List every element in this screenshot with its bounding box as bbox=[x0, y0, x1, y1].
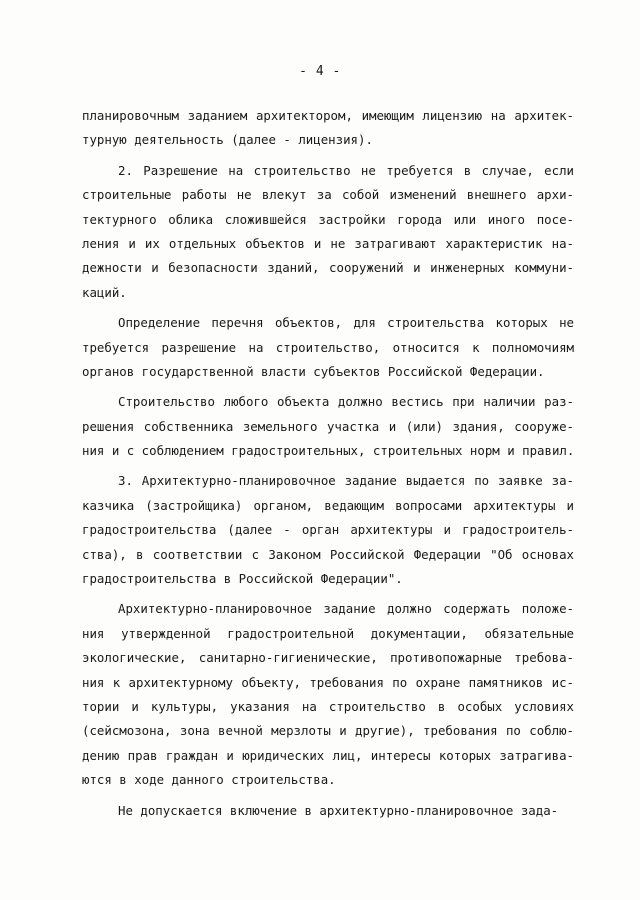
text-line: ления и их отдельных объектов и не затрагивают характеристик на- bbox=[82, 235, 574, 251]
text-line: экологические, санитарно-гигиенические, противопожарные требова- bbox=[82, 650, 574, 666]
text-line: ния к архитектурному объекту, требования по охране памятников ис- bbox=[82, 674, 574, 690]
page-number: - 4 - bbox=[299, 64, 341, 79]
paragraph bbox=[82, 799, 574, 823]
paragraph bbox=[82, 390, 574, 463]
text-line: ния и с соблюдением градостроительных, строительных норм и правил. bbox=[82, 443, 574, 459]
text-line: градостроительства (далее - орган архитектуры и градостроитель- bbox=[82, 522, 574, 538]
text-line: каций. bbox=[82, 284, 127, 300]
text-line: 3. Архитектурно-планировочное задание выдается по заявке за- bbox=[118, 473, 574, 489]
text-line: планировочным заданием архитектором, имеющим лицензию на архитек- bbox=[82, 108, 574, 123]
paragraph bbox=[82, 311, 574, 384]
text-line: решения собственника земельного участка и (или) здания, сооруже- bbox=[82, 418, 574, 434]
text-line: тории и культуры, указания на строительство в особых условиях bbox=[82, 698, 574, 714]
text-line: дению прав граждан и юридических лиц, интересы которых затрагива- bbox=[82, 747, 574, 763]
document-body bbox=[82, 104, 574, 823]
paragraph bbox=[82, 159, 574, 305]
text-line: ства), в соответствии с Законом Российской Федерации "Об основах bbox=[82, 546, 574, 562]
text-line: (сейсмозона, зона вечной мерзлоты и другие), требования по соблю- bbox=[82, 723, 574, 739]
text-line: Архитектурно-планировочное задание должно содержать положе- bbox=[118, 601, 574, 617]
text-line: Определение перечня объектов, для строительства которых не bbox=[118, 315, 574, 331]
text-line: дежности и безопасности зданий, сооружений и инженерных коммуни- bbox=[82, 260, 574, 276]
text-line: 2. Разрешение на строительство не требуется в случае, если bbox=[118, 162, 574, 178]
text-line: Строительство любого объекта должно вестись при наличии раз- bbox=[118, 394, 574, 410]
paragraph bbox=[82, 104, 574, 153]
text-line: ются в ходе данного строительства. bbox=[82, 772, 336, 788]
text-line: тектурного облика сложившейся застройки города или иного посе- bbox=[82, 211, 574, 227]
text-line: градостроительства в Российской Федерации". bbox=[82, 571, 403, 587]
text-line: казчика (застройщика) органом, ведающим вопросами архитектуры и bbox=[82, 497, 574, 513]
text-line: Не допускается включение в архитектурно-планировочное зада- bbox=[118, 802, 559, 818]
text-line: ния утвержденной градостроительной документации, обязательные bbox=[82, 625, 574, 641]
text-line: органов государственной власти субъектов Российской Федерации. bbox=[82, 363, 545, 379]
text-line: строительные работы не влекут за собой изменений внешнего архи- bbox=[82, 187, 574, 203]
text-line: требуется разрешение на строительство, относится к полномочиям bbox=[82, 339, 574, 355]
paragraph bbox=[82, 597, 574, 792]
paragraph bbox=[82, 469, 574, 591]
text-line: турную деятельность (далее - лицензия). bbox=[82, 132, 373, 148]
